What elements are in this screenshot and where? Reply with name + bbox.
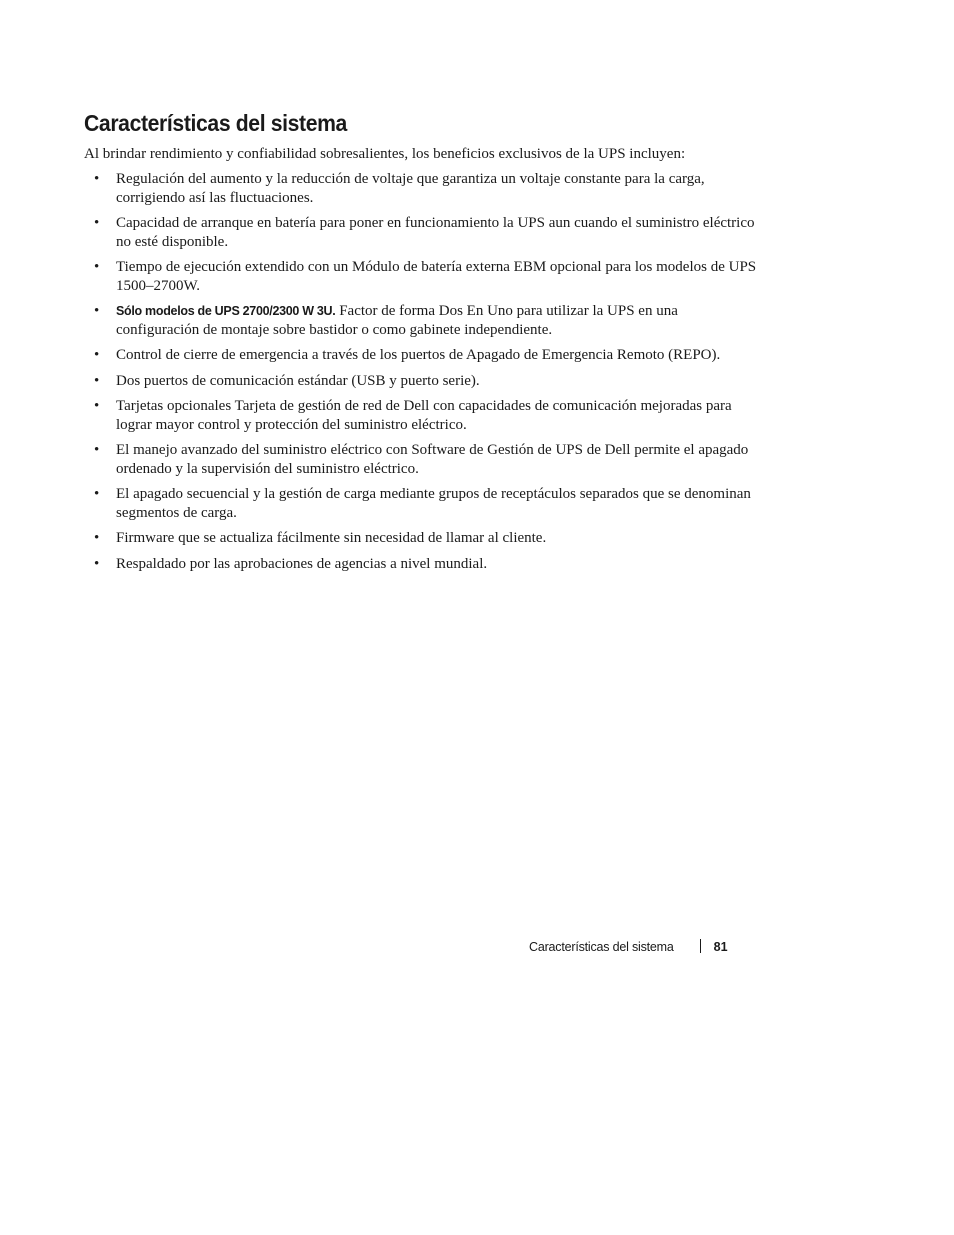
- page-number: 81: [713, 940, 728, 954]
- page-title: Características del sistema: [84, 110, 347, 136]
- feature-list: [84, 170, 764, 580]
- list-item-text: Factor de forma Dos En Uno para utilizar la UPS en una configuración de montaje sobre bastidor o como gabinete independiente.: [116, 303, 678, 338]
- bullet-icon: •: [94, 442, 100, 458]
- list-item: [84, 529, 764, 548]
- list-item: [84, 214, 764, 251]
- list-item: [84, 170, 764, 207]
- bullet-icon: •: [94, 347, 100, 363]
- list-item: [84, 372, 764, 391]
- bullet-icon: •: [94, 259, 100, 275]
- footer-divider: [700, 939, 701, 953]
- footer-section-title: Características del sistema: [529, 940, 674, 954]
- list-item: [84, 397, 764, 434]
- bullet-icon: •: [94, 215, 100, 231]
- list-item: [84, 346, 764, 365]
- bullet-icon: •: [94, 486, 100, 502]
- list-item-text: Dos puertos de comunicación estándar (USB y puerto serie).: [116, 372, 480, 389]
- bullet-icon: •: [94, 303, 100, 319]
- list-item-text: El manejo avanzado del suministro eléctrico con Software de Gestión de UPS de Dell permite el apagado ordenado y la supervisión del suministro eléctrico.: [116, 442, 749, 477]
- list-item: [84, 441, 764, 478]
- list-item-text: Firmware que se actualiza fácilmente sin necesidad de llamar al cliente.: [116, 530, 547, 546]
- list-item: [84, 555, 764, 574]
- list-item-text: Capacidad de arranque en batería para poner en funcionamiento la UPS aun cuando el suministro eléctrico no esté disponible.: [116, 215, 755, 250]
- list-item: [84, 302, 764, 339]
- bullet-icon: •: [94, 372, 100, 389]
- list-item: [84, 258, 764, 295]
- bullet-icon: •: [94, 555, 100, 572]
- list-item-text: El apagado secuencial y la gestión de carga mediante grupos de receptáculos separados que se denominan segmentos de carga.: [116, 486, 751, 521]
- intro-paragraph: Al brindar rendimiento y confiabilidad sobresalientes, los beneficios exclusivos de la UPS incluyen:: [84, 146, 686, 162]
- list-item-text: Tiempo de ejecución extendido con un Módulo de batería externa EBM opcional para los modelos de UPS 1500–2700W.: [116, 259, 757, 294]
- list-item-text: Regulación del aumento y la reducción de voltaje que garantiza un voltaje constante para la carga, corrigiendo así las fluctuaciones.: [116, 171, 705, 206]
- list-item-prefix: Sólo modelos de UPS 2700/2300 W 3U.: [116, 304, 336, 318]
- bullet-icon: •: [94, 530, 100, 546]
- list-item-text: Control de cierre de emergencia a través de los puertos de Apagado de Emergencia Remoto (REPO).: [116, 347, 721, 363]
- list-item-text: Tarjetas opcionales Tarjeta de gestión de red de Dell con capacidades de comunicación mejoradas para lograr mayor control y protección del suministro eléctrico.: [116, 398, 732, 433]
- bullet-icon: •: [94, 398, 100, 414]
- list-item-text: Respaldado por las aprobaciones de agencias a nivel mundial.: [116, 555, 488, 572]
- list-item: [84, 485, 764, 522]
- bullet-icon: •: [94, 171, 100, 187]
- page-footer: [529, 938, 728, 956]
